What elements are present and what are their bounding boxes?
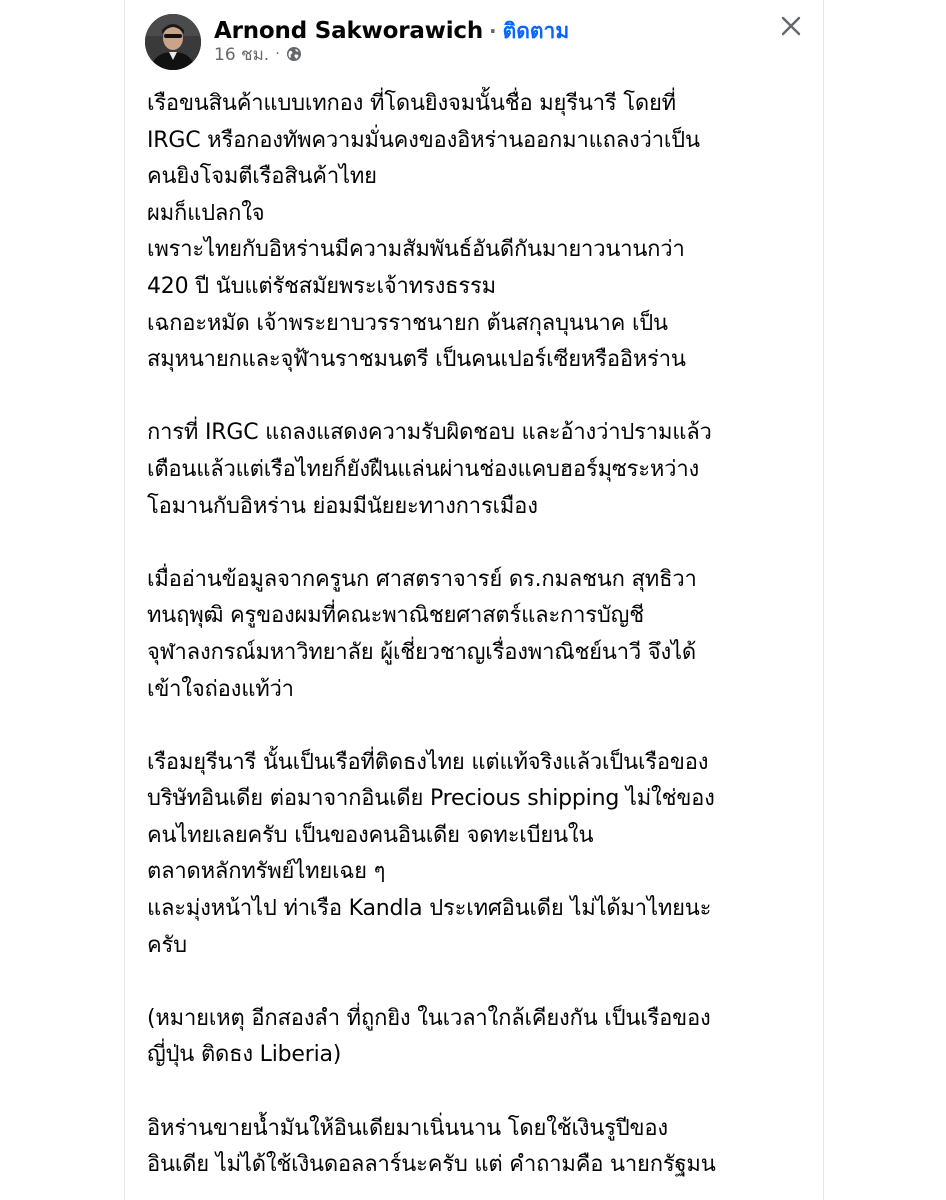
text-line: เรือมยุรีนารี นั้นเป็นเรือที่ติดธงไทย แต่แท้จริงแล้วเป็นเรือของ [147,749,709,775]
text-line: เพราะไทยกับอิหร่านมีความสัมพันธ์อันดีกันมายาวนานกว่า [147,237,685,263]
text-line: อินเดีย ไม่ได้ใช้เงินดอลลาร์นะครับ แต่ คำถามคือ นายกรัฐมน [147,1152,716,1178]
paragraph [147,745,807,965]
text-line: ตลาดหลักทรัพย์ไทยเฉย ๆ [147,859,386,885]
close-icon [775,10,807,42]
post-card [124,0,824,1200]
author-name[interactable]: Arnond Sakworawich [214,18,483,44]
post-text [147,86,807,1200]
text-line: เรือขนสินค้าแบบเทกอง ที่โดนยิงจมนั้นชื่อ มยุรีนารี โดยที่ [147,91,676,116]
text-line: บริษัทอินเดีย ต่อมาจากอินเดีย Precious shipping ไม่ใช่ของ [147,786,715,812]
text-line: เข้าใจถ่องแท้ว่า [147,676,294,702]
paragraph [147,1001,807,1074]
author-avatar[interactable] [145,14,201,70]
post-meta [214,42,302,66]
paragraph [147,415,807,525]
post-timestamp[interactable]: 16 ชม. [214,44,270,65]
text-line: คนยิงโจมตีเรือสินค้าไทย [147,164,377,190]
text-line: เฉกอะหมัด เจ้าพระยาบวรราชนายก ต้นสกุลบุนนาค เป็น [147,310,668,336]
text-line: และมุ่งหน้าไป ท่าเรือ Kandla ประเทศอินเดีย ไม่ได้มาไทยนะ [147,896,712,922]
text-line: สมุหนายกและจุฬ้านราชมนตรี เป็นคนเปอร์เซียหรืออิหร่าน [147,347,686,373]
close-button[interactable] [775,10,807,42]
text-line: อิหร่านขายน้ำมันให้อินเดียมาเนิ่นนาน โดยใช้เงินรูปีของ [147,1115,668,1141]
paragraph [147,1111,807,1184]
name-separator: · [489,19,497,43]
paragraph [147,562,807,708]
text-line: โอมานกับอิหร่าน ย่อมมีนัยยะทางการเมือง [147,493,538,519]
text-line: เมื่ออ่านข้อมูลจากครูนก ศาสตราจารย์ ดร.กมลชนก สุทธิวา [147,566,697,592]
text-line: ผมก็แปลกใจ [147,200,265,226]
text-line: IRGC หรือกองทัพความมั่นคงของอิหร่านออกมาแถลงว่าเป็น [147,127,700,153]
globe-icon[interactable] [286,46,302,62]
text-line: ญี่ปุ่น ติดธง Liberia) [147,1042,342,1068]
paragraph [147,86,807,379]
text-line: 420 ปี นับแต่รัชสมัยพระเจ้าทรงธรรม [147,273,496,299]
text-line: ครับ [147,932,187,958]
text-line: คนไทยเลยครับ เป็นของคนอินเดีย จดทะเบียนใน [147,822,594,848]
follow-button[interactable]: ติดตาม [502,19,570,43]
meta-separator: · [275,46,280,62]
avatar-photo [145,14,201,70]
text-line: จุฬาลงกรณ์มหาวิทยาลัย ผู้เชี่ยวชาญเรื่องพาณิชย์นาวี จึงได้ [147,639,696,665]
text-line: เตือนแล้วแต่เรือไทยก็ยังฝืนแล่นผ่านช่องแคบฮอร์มุซระหว่าง [147,456,700,482]
text-line: (หมายเหตุ อีกสองลำ ที่ถูกยิง ในเวลาใกล้เคียงกัน เป็นเรือของ [147,1005,711,1031]
text-line: การที่ IRGC แถลงแสดงความรับผิดชอบ และอ้างว่าปรามแล้ว [147,420,712,446]
text-line: ทนฤพุฒิ ครูของผมที่คณะพาณิชยศาสตร์และการบัญชี [147,603,644,629]
